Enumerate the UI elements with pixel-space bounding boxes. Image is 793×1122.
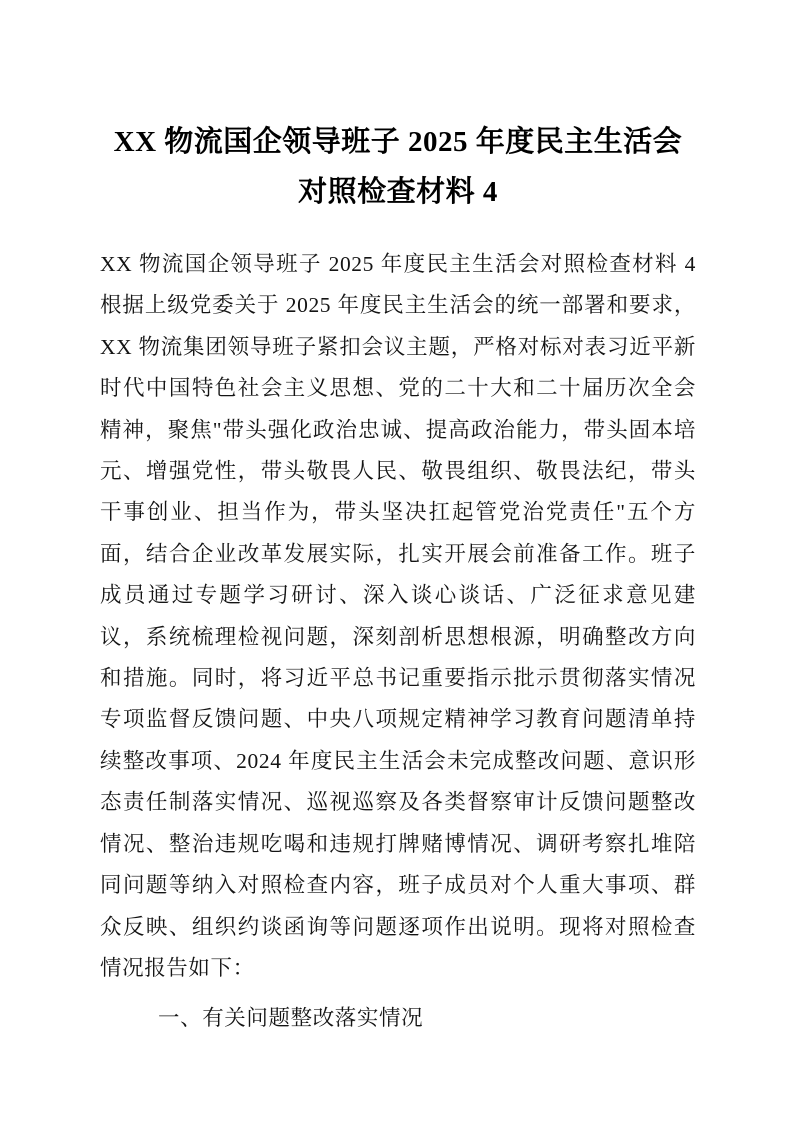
document-title-line-1: XX 物流国企领导班子 2025 年度民主生活会 bbox=[113, 126, 683, 158]
body-paragraph: XX 物流国企领导班子 2025 年度民主生活会对照检查材料 4根据上级党委关于 2025 年度民主生活会的统一部署和要求，XX 物流集团领导班子紧扣会议主题，严格对标对表习近平新时代中国特色社会主义思想、党的二十大和二十届历次全会精神，聚焦"带头强化政治忠诚、提高政治能力，带头固本培元、增强党性，带头敬畏人民、敬畏组织、敬畏法纪，带头干事创业、担当作为，带头坚决扛起管党治党责任"五个方面，结合企业改革发展实际，扎实开展会前准备工作。班子成员通过专题学习研讨、深入谈心谈话、广泛征求意见建议，系统梳理检视问题，深刻剖析思想根源，明确整改方向和措施。同时，将习近平总书记重要指示批示贯彻落实情况专项监督反馈问题、中央八项规定精神学习教育问题清单持续整改事项、2024 年度民主生活会未完成整改问题、意识形态责任制落实情况、巡视巡察及各类督察审计反馈问题整改情况、整治违规吃喝和违规打牌赌博情况、调研考察扎堆陪同问题等纳入对照检查内容，班子成员对个人重大事项、群众反映、组织约谈函询等问题逐项作出说明。现将对照检查情况报告如下： bbox=[100, 252, 696, 980]
document-title bbox=[100, 117, 696, 217]
document-title-line-2: 对照检查材料 4 bbox=[298, 176, 498, 208]
section-heading: 一、有关问题整改落实情况 bbox=[158, 1006, 424, 1031]
